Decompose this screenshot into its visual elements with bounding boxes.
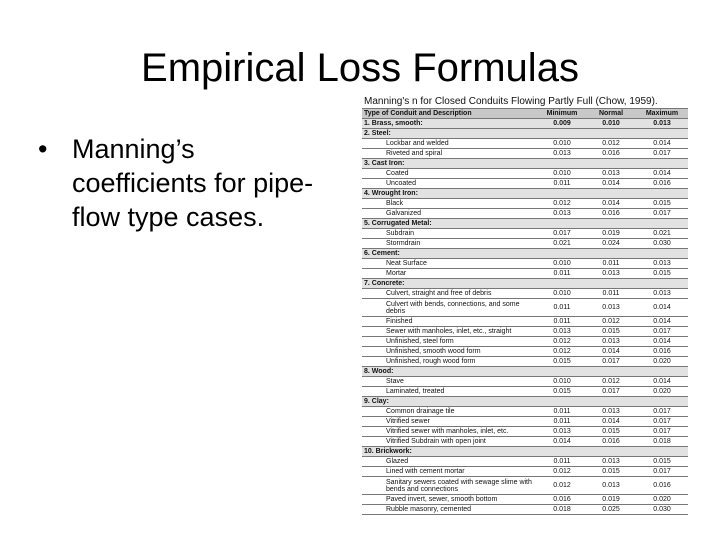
conduit-description: Unfinished, rough wood form (362, 357, 538, 367)
minimum-value: 0.010 (538, 259, 586, 269)
maximum-value: 0.016 (636, 477, 688, 495)
minimum-value: 0.013 (538, 209, 586, 219)
maximum-value: 0.014 (636, 337, 688, 347)
conduit-description: Coated (362, 169, 538, 179)
conduit-description: 8. Wood: (362, 367, 538, 377)
maximum-value: 0.014 (636, 317, 688, 327)
normal-value (586, 159, 636, 169)
normal-value: 0.025 (586, 505, 636, 515)
minimum-value: 0.015 (538, 357, 586, 367)
bullet-dot: • (38, 134, 48, 164)
normal-value: 0.019 (586, 229, 636, 239)
maximum-value: 0.013 (636, 289, 688, 299)
table-row (362, 467, 688, 477)
minimum-value: 0.012 (538, 199, 586, 209)
conduit-description: Unfinished, steel form (362, 337, 538, 347)
maximum-value: 0.030 (636, 239, 688, 249)
minimum-value: 0.018 (538, 505, 586, 515)
conduit-description: 10. Brickwork: (362, 447, 538, 457)
conduit-description: Culvert with bends, connections, and some debris (362, 299, 538, 317)
minimum-value (538, 367, 586, 377)
maximum-value: 0.021 (636, 229, 688, 239)
conduit-description: Stormdrain (362, 239, 538, 249)
normal-value (586, 397, 636, 407)
maximum-value: 0.030 (636, 505, 688, 515)
conduit-description: Culvert, straight and free of debris (362, 289, 538, 299)
conduit-description: Laminated, treated (362, 387, 538, 397)
minimum-value: 0.016 (538, 495, 586, 505)
minimum-value: 0.015 (538, 387, 586, 397)
minimum-value: 0.011 (538, 457, 586, 467)
maximum-value: 0.017 (636, 149, 688, 159)
conduit-description: 4. Wrought Iron: (362, 189, 538, 199)
maximum-value: 0.017 (636, 209, 688, 219)
maximum-value: 0.014 (636, 139, 688, 149)
mannings-n-table (362, 108, 688, 515)
minimum-value (538, 159, 586, 169)
conduit-description: 5. Corrugated Metal: (362, 219, 538, 229)
minimum-value: 0.011 (538, 317, 586, 327)
minimum-value (538, 279, 586, 289)
normal-value: 0.014 (586, 179, 636, 189)
conduit-description: 3. Cast Iron: (362, 159, 538, 169)
normal-value: 0.015 (586, 427, 636, 437)
maximum-value: 0.013 (636, 119, 688, 129)
minimum-value (538, 397, 586, 407)
normal-value: 0.013 (586, 457, 636, 467)
minimum-value (538, 249, 586, 259)
normal-value: 0.010 (586, 119, 636, 129)
normal-value: 0.015 (586, 327, 636, 337)
minimum-value: 0.011 (538, 417, 586, 427)
table-row (362, 505, 688, 515)
maximum-value: 0.020 (636, 357, 688, 367)
maximum-value: 0.015 (636, 457, 688, 467)
normal-value: 0.012 (586, 377, 636, 387)
table-category-row (362, 249, 688, 259)
maximum-value: 0.014 (636, 169, 688, 179)
conduit-description: 9. Clay: (362, 397, 538, 407)
maximum-value: 0.020 (636, 387, 688, 397)
minimum-value: 0.010 (538, 169, 586, 179)
normal-value: 0.019 (586, 495, 636, 505)
conduit-description: Riveted and spiral (362, 149, 538, 159)
table-row (362, 239, 688, 249)
table-row (362, 139, 688, 149)
conduit-description: Black (362, 199, 538, 209)
table-row (362, 317, 688, 327)
table-row (362, 387, 688, 397)
minimum-value: 0.017 (538, 229, 586, 239)
conduit-description: Vitrified sewer with manholes, inlet, etc. (362, 427, 538, 437)
table-category-row (362, 159, 688, 169)
header-normal: Normal (586, 109, 636, 119)
normal-value: 0.013 (586, 407, 636, 417)
table-row (362, 169, 688, 179)
normal-value: 0.016 (586, 437, 636, 447)
conduit-description: Paved invert, sewer, smooth bottom (362, 495, 538, 505)
normal-value: 0.011 (586, 289, 636, 299)
maximum-value: 0.014 (636, 299, 688, 317)
table-body (362, 119, 688, 515)
table-row (362, 377, 688, 387)
normal-value (586, 189, 636, 199)
normal-value: 0.014 (586, 347, 636, 357)
conduit-description: 2. Steel: (362, 129, 538, 139)
conduit-description: Sewer with manholes, inlet, etc., straight (362, 327, 538, 337)
table-row (362, 457, 688, 467)
maximum-value: 0.017 (636, 417, 688, 427)
conduit-description: Galvanized (362, 209, 538, 219)
minimum-value (538, 447, 586, 457)
table-row (362, 427, 688, 437)
normal-value: 0.013 (586, 299, 636, 317)
conduit-description: Common drainage tile (362, 407, 538, 417)
maximum-value: 0.016 (636, 347, 688, 357)
table-row (362, 407, 688, 417)
conduit-description: 6. Cement: (362, 249, 538, 259)
normal-value (586, 367, 636, 377)
minimum-value: 0.010 (538, 139, 586, 149)
conduit-description: Subdrain (362, 229, 538, 239)
minimum-value (538, 129, 586, 139)
minimum-value: 0.010 (538, 289, 586, 299)
table-category-row (362, 119, 688, 129)
minimum-value: 0.012 (538, 467, 586, 477)
minimum-value: 0.011 (538, 407, 586, 417)
normal-value: 0.013 (586, 337, 636, 347)
table-row (362, 299, 688, 317)
table-row (362, 229, 688, 239)
normal-value (586, 249, 636, 259)
normal-value: 0.017 (586, 387, 636, 397)
conduit-description: Vitrified Subdrain with open joint (362, 437, 538, 447)
table-row (362, 337, 688, 347)
maximum-value (636, 219, 688, 229)
normal-value: 0.014 (586, 417, 636, 427)
maximum-value (636, 447, 688, 457)
minimum-value: 0.013 (538, 149, 586, 159)
maximum-value: 0.017 (636, 407, 688, 417)
conduit-description: 1. Brass, smooth: (362, 119, 538, 129)
table-row (362, 347, 688, 357)
maximum-value: 0.020 (636, 495, 688, 505)
maximum-value: 0.015 (636, 199, 688, 209)
minimum-value: 0.021 (538, 239, 586, 249)
normal-value (586, 219, 636, 229)
maximum-value: 0.018 (636, 437, 688, 447)
table-caption: Manning's n for Closed Conduits Flowing Partly Full (Chow, 1959). (364, 96, 658, 107)
minimum-value: 0.013 (538, 427, 586, 437)
table-row (362, 149, 688, 159)
normal-value: 0.014 (586, 199, 636, 209)
normal-value: 0.024 (586, 239, 636, 249)
bullet-list (38, 132, 328, 234)
conduit-description: Unfinished, smooth wood form (362, 347, 538, 357)
slide-title: Empirical Loss Formulas (141, 46, 579, 90)
conduit-description: Vitrified sewer (362, 417, 538, 427)
maximum-value: 0.017 (636, 467, 688, 477)
mannings-table-figure (362, 96, 688, 515)
table-row (362, 199, 688, 209)
table-row (362, 209, 688, 219)
table-category-row (362, 219, 688, 229)
maximum-value (636, 189, 688, 199)
conduit-description: 7. Concrete: (362, 279, 538, 289)
minimum-value: 0.012 (538, 337, 586, 347)
conduit-description: Lockbar and welded (362, 139, 538, 149)
normal-value: 0.016 (586, 149, 636, 159)
minimum-value: 0.014 (538, 437, 586, 447)
maximum-value: 0.017 (636, 327, 688, 337)
conduit-description: Stave (362, 377, 538, 387)
table-header-row (362, 109, 688, 119)
normal-value: 0.013 (586, 477, 636, 495)
maximum-value (636, 159, 688, 169)
maximum-value (636, 367, 688, 377)
table-category-row (362, 367, 688, 377)
bullet-item (38, 132, 328, 234)
table-row (362, 495, 688, 505)
conduit-description: Glazed (362, 457, 538, 467)
maximum-value (636, 129, 688, 139)
normal-value: 0.013 (586, 269, 636, 279)
table-row (362, 477, 688, 495)
table-category-row (362, 189, 688, 199)
normal-value (586, 129, 636, 139)
header-type: Type of Conduit and Description (362, 109, 538, 119)
header-maximum: Maximum (636, 109, 688, 119)
table-row (362, 417, 688, 427)
table-row (362, 327, 688, 337)
minimum-value (538, 219, 586, 229)
table-category-row (362, 397, 688, 407)
maximum-value: 0.014 (636, 377, 688, 387)
minimum-value: 0.012 (538, 477, 586, 495)
table-category-row (362, 279, 688, 289)
normal-value: 0.016 (586, 209, 636, 219)
minimum-value: 0.011 (538, 179, 586, 189)
minimum-value: 0.011 (538, 269, 586, 279)
conduit-description: Sanitary sewers coated with sewage slime with bends and connections (362, 477, 538, 495)
maximum-value: 0.016 (636, 179, 688, 189)
minimum-value: 0.009 (538, 119, 586, 129)
maximum-value (636, 249, 688, 259)
conduit-description: Rubble masonry, cemented (362, 505, 538, 515)
normal-value: 0.012 (586, 139, 636, 149)
conduit-description: Lined with cement mortar (362, 467, 538, 477)
normal-value (586, 447, 636, 457)
table-row (362, 269, 688, 279)
minimum-value (538, 189, 586, 199)
conduit-description: Finished (362, 317, 538, 327)
minimum-value: 0.012 (538, 347, 586, 357)
conduit-description: Neat Surface (362, 259, 538, 269)
table-row (362, 259, 688, 269)
normal-value: 0.013 (586, 169, 636, 179)
bullet-text: Manning’s coefficients for pipe-flow type cases. (72, 134, 314, 232)
table-row (362, 357, 688, 367)
table-row (362, 289, 688, 299)
normal-value: 0.011 (586, 259, 636, 269)
minimum-value: 0.011 (538, 299, 586, 317)
minimum-value: 0.013 (538, 327, 586, 337)
table-category-row (362, 447, 688, 457)
normal-value: 0.017 (586, 357, 636, 367)
maximum-value (636, 397, 688, 407)
maximum-value: 0.013 (636, 259, 688, 269)
header-minimum: Minimum (538, 109, 586, 119)
normal-value: 0.015 (586, 467, 636, 477)
maximum-value (636, 279, 688, 289)
conduit-description: Uncoated (362, 179, 538, 189)
table-row (362, 437, 688, 447)
conduit-description: Mortar (362, 269, 538, 279)
minimum-value: 0.010 (538, 377, 586, 387)
table-row (362, 179, 688, 189)
maximum-value: 0.015 (636, 269, 688, 279)
table-category-row (362, 129, 688, 139)
normal-value (586, 279, 636, 289)
maximum-value: 0.017 (636, 427, 688, 437)
normal-value: 0.012 (586, 317, 636, 327)
